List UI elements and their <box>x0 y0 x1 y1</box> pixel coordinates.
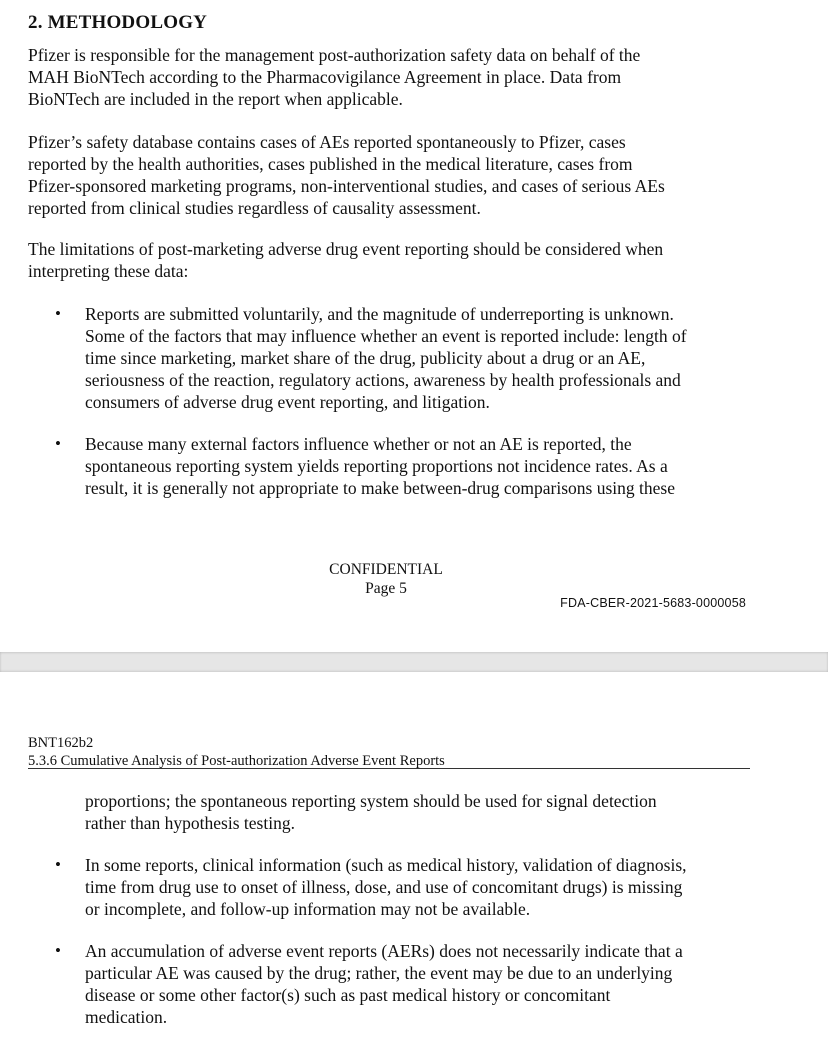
bates-stamp: FDA-CBER-2021-5683-0000058 <box>560 596 746 610</box>
text-line: medication. <box>85 1007 168 1027</box>
text-line: reported by the health authorities, cases published in the medical literature, cases from <box>28 154 633 174</box>
text-line: The limitations of post-marketing adverse drug event reporting should be considered when <box>28 239 664 259</box>
bullet-icon: • <box>55 434 61 453</box>
text-line: Pfizer’s safety database contains cases of AEs reported spontaneously to Pfizer, cases <box>28 132 626 152</box>
text-line: time from drug use to onset of illness, dose, and use of concomitant drugs) is missing <box>85 877 683 897</box>
text-line: MAH BioNTech according to the Pharmacovigilance Agreement in place. Data from <box>28 67 622 87</box>
text-line: Pfizer-sponsored marketing programs, non-interventional studies, and cases of serious AEs <box>28 176 665 196</box>
footer-page-number: Page 5 <box>365 580 407 597</box>
bullet-icon: • <box>55 941 61 960</box>
running-header-product: BNT162b2 <box>28 735 94 751</box>
list-item-text <box>85 303 765 413</box>
paragraph-limitations <box>28 238 768 282</box>
text-line: time since marketing, market share of the drug, publicity about a drug or an AE, <box>85 348 646 368</box>
document-page-6 <box>0 672 828 1039</box>
text-line: spontaneous reporting system yields reporting proportions not incidence rates. As a <box>85 456 668 476</box>
text-line: proportions; the spontaneous reporting system should be used for signal detection <box>85 791 657 811</box>
text-line: particular AE was caused by the drug; rather, the event may be due to an underlying <box>85 963 673 983</box>
section-heading: 2. METHODOLOGY <box>28 12 208 33</box>
text-line: disease or some other factor(s) such as past medical history or concomitant <box>85 985 611 1005</box>
text-line: Because many external factors influence whether or not an AE is reported, the <box>85 434 632 454</box>
text-line: reported from clinical studies regardless of causality assessment. <box>28 198 481 218</box>
footer-confidential: CONFIDENTIAL <box>329 561 443 578</box>
text-line: seriousness of the reaction, regulatory actions, awareness by health professionals and <box>85 370 681 390</box>
text-line: Some of the factors that may influence whether an event is reported include: length of <box>85 326 687 346</box>
text-line: rather than hypothesis testing. <box>85 813 295 833</box>
paragraph-safety-database <box>28 131 768 219</box>
bullet-icon: • <box>55 855 61 874</box>
text-line: or incomplete, and follow-up information may not be available. <box>85 899 531 919</box>
continuation-text <box>85 790 765 834</box>
text-line: result, it is generally not appropriate to make between-drug comparisons using these <box>85 478 675 498</box>
list-item-text <box>85 433 765 499</box>
bullet-icon: • <box>55 304 61 323</box>
page-separator <box>0 652 828 672</box>
list-item-text <box>85 940 765 1028</box>
text-line: consumers of adverse drug event reporting, and litigation. <box>85 392 490 412</box>
list-item-text <box>85 854 765 920</box>
running-header-section: 5.3.6 Cumulative Analysis of Post-authorization Adverse Event Reports <box>28 753 445 769</box>
text-line: Reports are submitted voluntarily, and the magnitude of underreporting is unknown. <box>85 304 674 324</box>
text-line: BioNTech are included in the report when applicable. <box>28 89 403 109</box>
text-line: interpreting these data: <box>28 261 189 281</box>
text-line: Pfizer is responsible for the management post-authorization safety data on behalf of the <box>28 45 641 65</box>
paragraph-responsibility <box>28 44 768 110</box>
text-line: An accumulation of adverse event reports (AERs) does not necessarily indicate that a <box>85 941 683 961</box>
text-line: In some reports, clinical information (such as medical history, validation of diagnosis, <box>85 855 687 875</box>
header-rule <box>28 768 750 769</box>
